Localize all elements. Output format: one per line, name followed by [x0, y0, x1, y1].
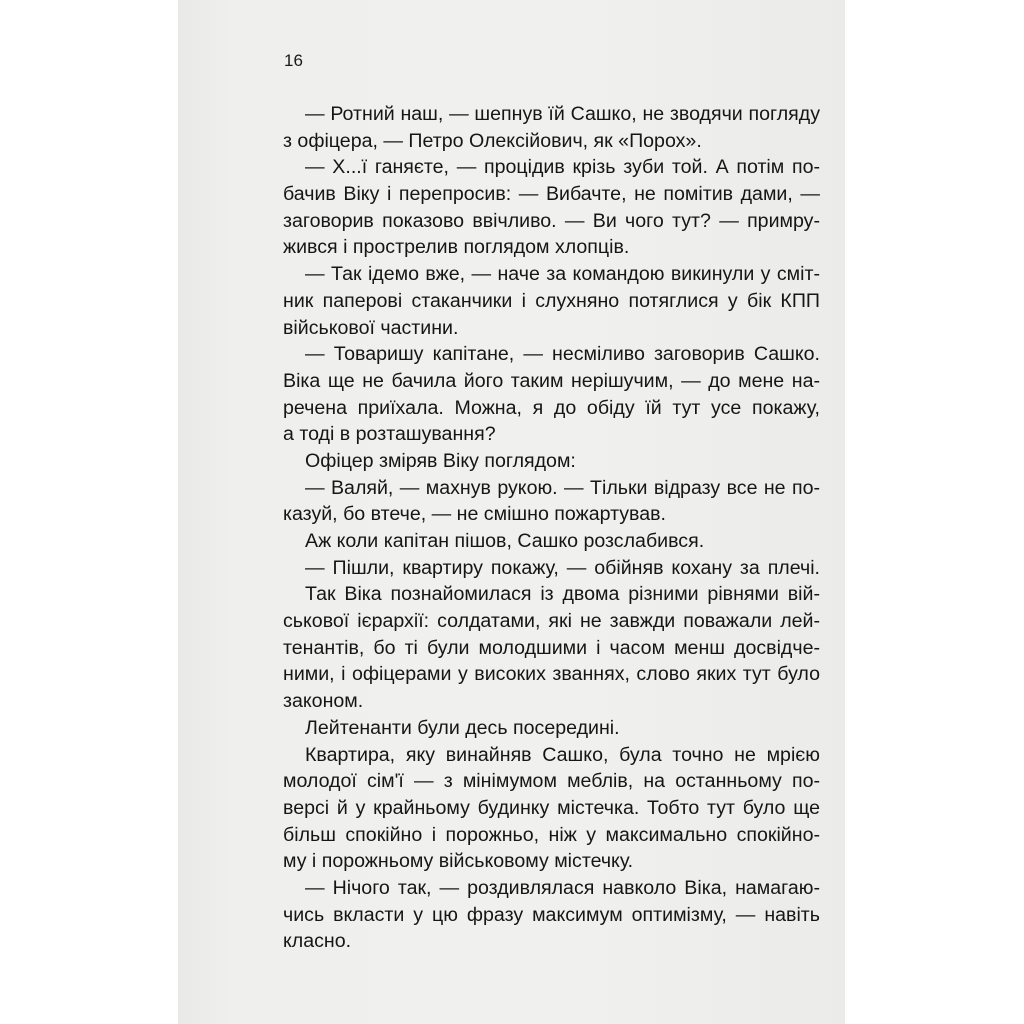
text-line: Лейтенанти були десь посередині. [305, 716, 620, 739]
text-line: законом. [283, 690, 364, 713]
text-line: версі й у крайньому будинку містечка. Тобто тут було ще [283, 796, 820, 819]
text-line: класно. [283, 930, 352, 953]
text-line: му і порожньому військовому містечку. [283, 850, 634, 873]
text-line: — Пішли, квартиру покажу, — обійняв кохану за плечі. [305, 556, 820, 579]
text-line: жився і прострелив поглядом хлопців. [283, 236, 630, 259]
text-line: Так Віка познайомилася із двома різними рівнями вій- [305, 583, 820, 606]
text-line: — Валяй, — махнув рукою. — Тільки відразу все не по- [305, 476, 820, 499]
text-line: ськової ієрархії: солдатами, які не завжди поважали лей- [283, 610, 820, 633]
text-line: Аж коли капітан пішов, Сашко розслабився. [305, 530, 705, 552]
text-line: військової частини. [283, 316, 459, 339]
text-line: бачив Віку і перепросив: — Вибачте, не помітив дами, — [283, 183, 820, 206]
text-line: казуй, бо втече, — не смішно пожартував. [283, 503, 666, 526]
text-line: речена приїхала. Можна, я до обіду їй тут усе покажу, [283, 396, 820, 419]
text-line: — Товаришу капітане, — несміливо заговорив Сашко. [305, 343, 820, 366]
text-line: тенантів, бо ті були молодшими і часом менш досвідче- [283, 636, 820, 659]
text-line: з офіцера, — Петро Олексійович, як «Порох». [283, 129, 702, 152]
text-line: молодої сім'ї — з мінімумом меблів, на останньому по- [283, 770, 820, 793]
text-line: Віка ще не бачила його таким нерішучим, — до мене на- [283, 369, 820, 392]
text-line: — Так ідемо вже, — наче за командою викинули у сміт- [305, 263, 820, 286]
page-number: 16 [284, 51, 303, 70]
text-line: чись вкласти у цю фразу максимум оптимізму, — навіть [283, 903, 820, 926]
body-text [283, 101, 820, 955]
text-line: ними, і офіцерами у високих званнях, слово яких тут було [283, 663, 820, 686]
text-line: а тоді в розташування? [283, 423, 496, 446]
text-line: Офіцер зміряв Віку поглядом: [305, 449, 576, 472]
text-line: більш спокійно і порожньо, ніж у максимально спокійно- [283, 823, 820, 846]
text-line: ник паперові стаканчики і слухняно потяглися у бік КПП [283, 289, 820, 312]
text-line: — Х...ї ганяєте, — процідив крізь зуби той. А потім по- [305, 156, 820, 179]
text-line: заговорив показово ввічливо. — Ви чого тут? — примру- [283, 209, 820, 232]
text-line: — Ротний наш, — шепнув їй Сашко, не зводячи погляду [305, 103, 820, 125]
text-line: — Нічого так, — роздивлялася навколо Віка, намагаю- [305, 876, 820, 899]
text-line: Квартира, яку винайняв Сашко, була точно не мрією [305, 743, 820, 766]
